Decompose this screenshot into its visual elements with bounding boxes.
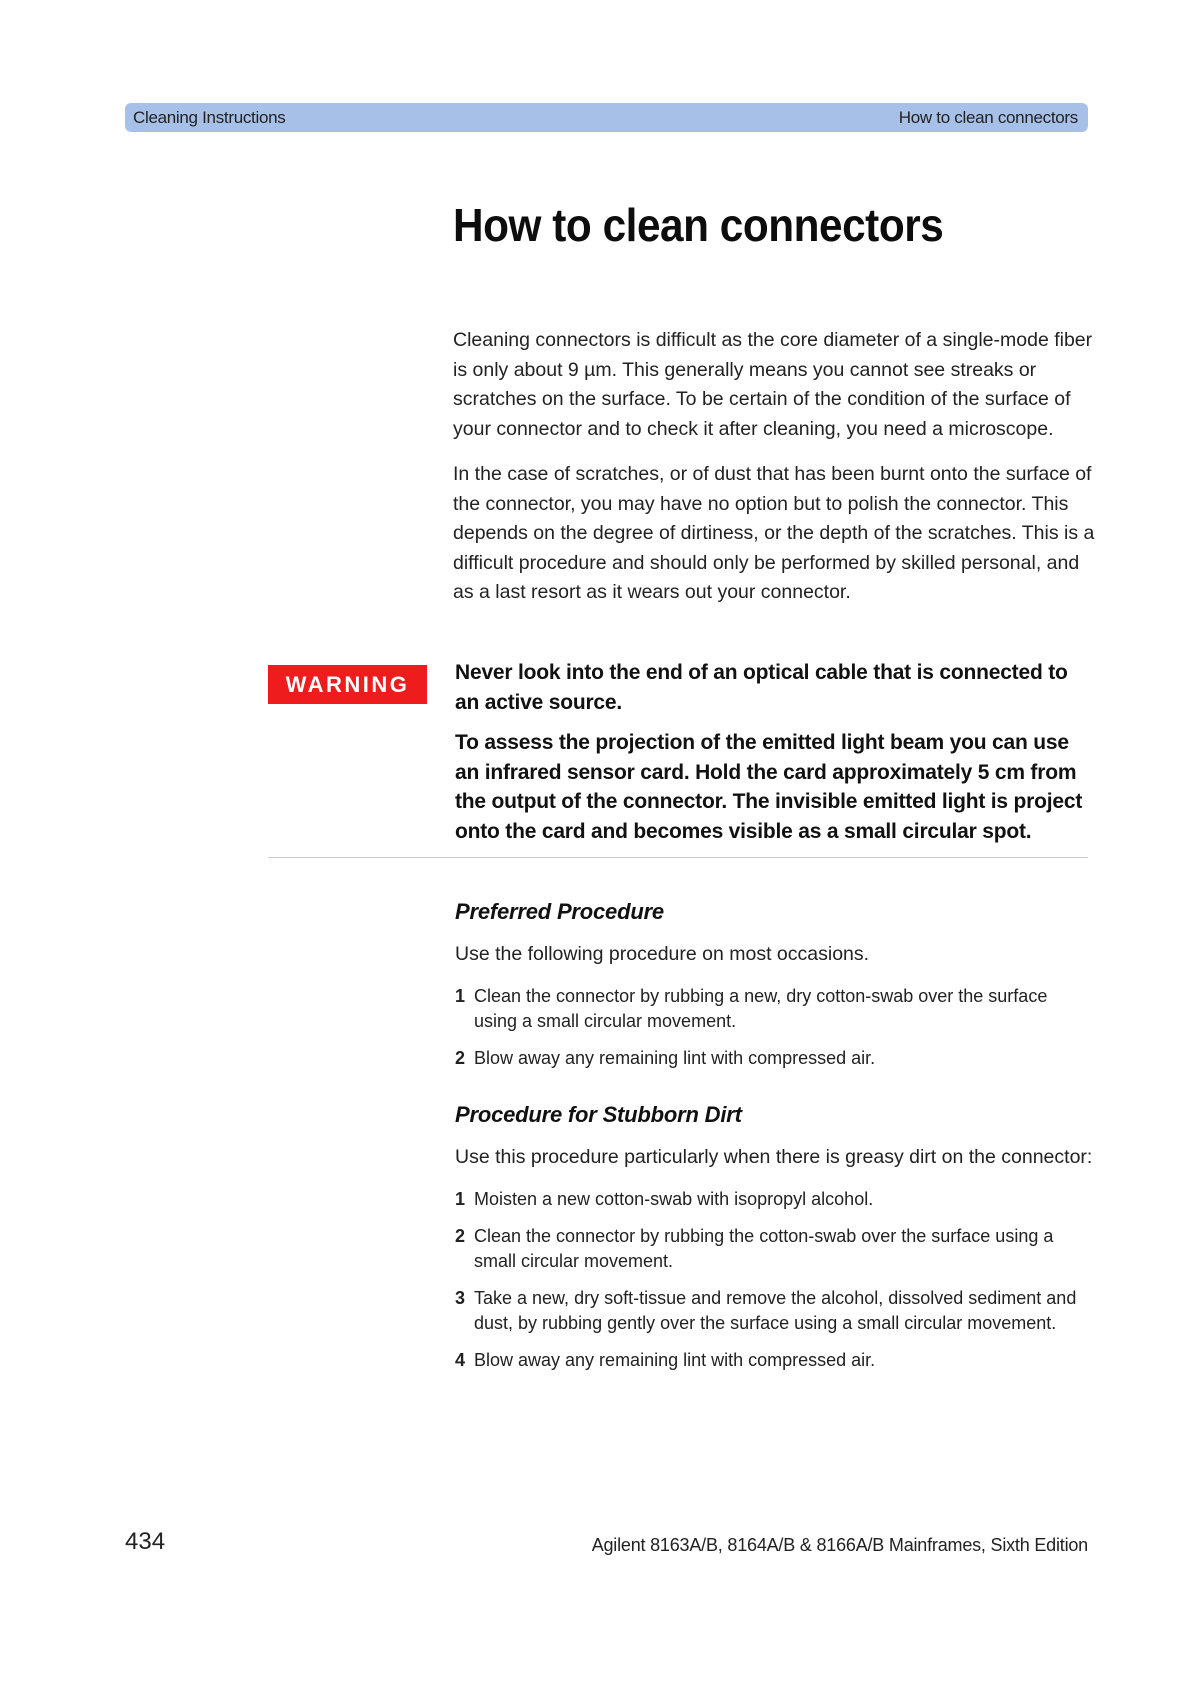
- intro-paragraph-2: [453, 460, 1095, 608]
- stubborn-dirt-lead: Use this procedure particularly when there is greasy dirt on the connector:: [455, 1146, 1093, 1168]
- list-item: [455, 1286, 1095, 1336]
- preferred-procedure-steps: [455, 984, 1095, 1083]
- page-number: 434: [125, 1528, 166, 1555]
- header-section: Cleaning Instructions: [133, 107, 286, 127]
- step-text: Blow away any remaining lint with compressed air.: [474, 1048, 876, 1068]
- intro-text: In the case of scratches, or of dust that has been burnt onto the surface of the connector, you may have no option but to polish the connector. This depends on the degree of dirtiness, or the depth of the scratches. This is a difficult procedure and should only be performed by skilled personal, and as a last resort as it wears out your connector.: [453, 463, 1095, 603]
- step-number: 1: [455, 986, 466, 1006]
- step-text: Clean the connector by rubbing the cotton-swab over the surface using a small circular movement.: [474, 1226, 1054, 1271]
- list-item: [455, 984, 1095, 1034]
- step-number: 3: [455, 1288, 466, 1308]
- step-number: 2: [455, 1226, 466, 1246]
- step-number: 1: [455, 1189, 466, 1209]
- warning-text: To assess the projection of the emitted light beam you can use an infrared sensor card. Hold the card approximately 5 cm from the output of the connector. The invisible emitted light is project onto the card and becomes visible as a small circular spot.: [455, 731, 1083, 843]
- preferred-procedure-heading: Preferred Procedure: [455, 899, 664, 924]
- page-title: How to clean connectors: [453, 199, 944, 251]
- preferred-procedure-lead: Use the following procedure on most occasions.: [455, 943, 870, 965]
- footer-doc-title: Agilent 8163A/B, 8164A/B & 8166A/B Mainframes, Sixth Edition: [591, 1535, 1088, 1555]
- list-item: [455, 1046, 1095, 1071]
- intro-text: Cleaning connectors is difficult as the core diameter of a single-mode fiber is only about 9 µm. This generally means you cannot see streaks or scratches on the surface. To be certain of the condition of the surface of your connector and to check it after cleaning, you need a microscope.: [453, 329, 1093, 440]
- warning-badge: WARNING: [268, 665, 427, 704]
- list-item: [455, 1348, 1095, 1373]
- running-header: [125, 103, 1088, 132]
- header-topic: How to clean connectors: [898, 107, 1078, 127]
- step-number: 2: [455, 1048, 466, 1068]
- list-item: [455, 1224, 1095, 1274]
- stubborn-dirt-heading: Procedure for Stubborn Dirt: [455, 1102, 742, 1127]
- step-text: Blow away any remaining lint with compressed air.: [474, 1350, 876, 1370]
- list-item: [455, 1187, 1095, 1212]
- stubborn-dirt-steps: [455, 1187, 1095, 1385]
- intro-paragraph-1: [453, 326, 1095, 444]
- warning-text: Never look into the end of an optical cable that is connected to an active source.: [455, 661, 1068, 714]
- step-text: Clean the connector by rubbing a new, dry cotton-swab over the surface using a small circular movement.: [474, 986, 1048, 1031]
- step-text: Take a new, dry soft-tissue and remove the alcohol, dissolved sediment and dust, by rubbing gently over the surface using a small circular movement.: [474, 1288, 1077, 1333]
- step-text: Moisten a new cotton-swab with isopropyl alcohol.: [474, 1189, 874, 1209]
- step-number: 4: [455, 1350, 466, 1370]
- warning-paragraph-2: [455, 728, 1097, 846]
- warning-divider: [268, 857, 1088, 858]
- warning-paragraph-1: [455, 658, 1097, 717]
